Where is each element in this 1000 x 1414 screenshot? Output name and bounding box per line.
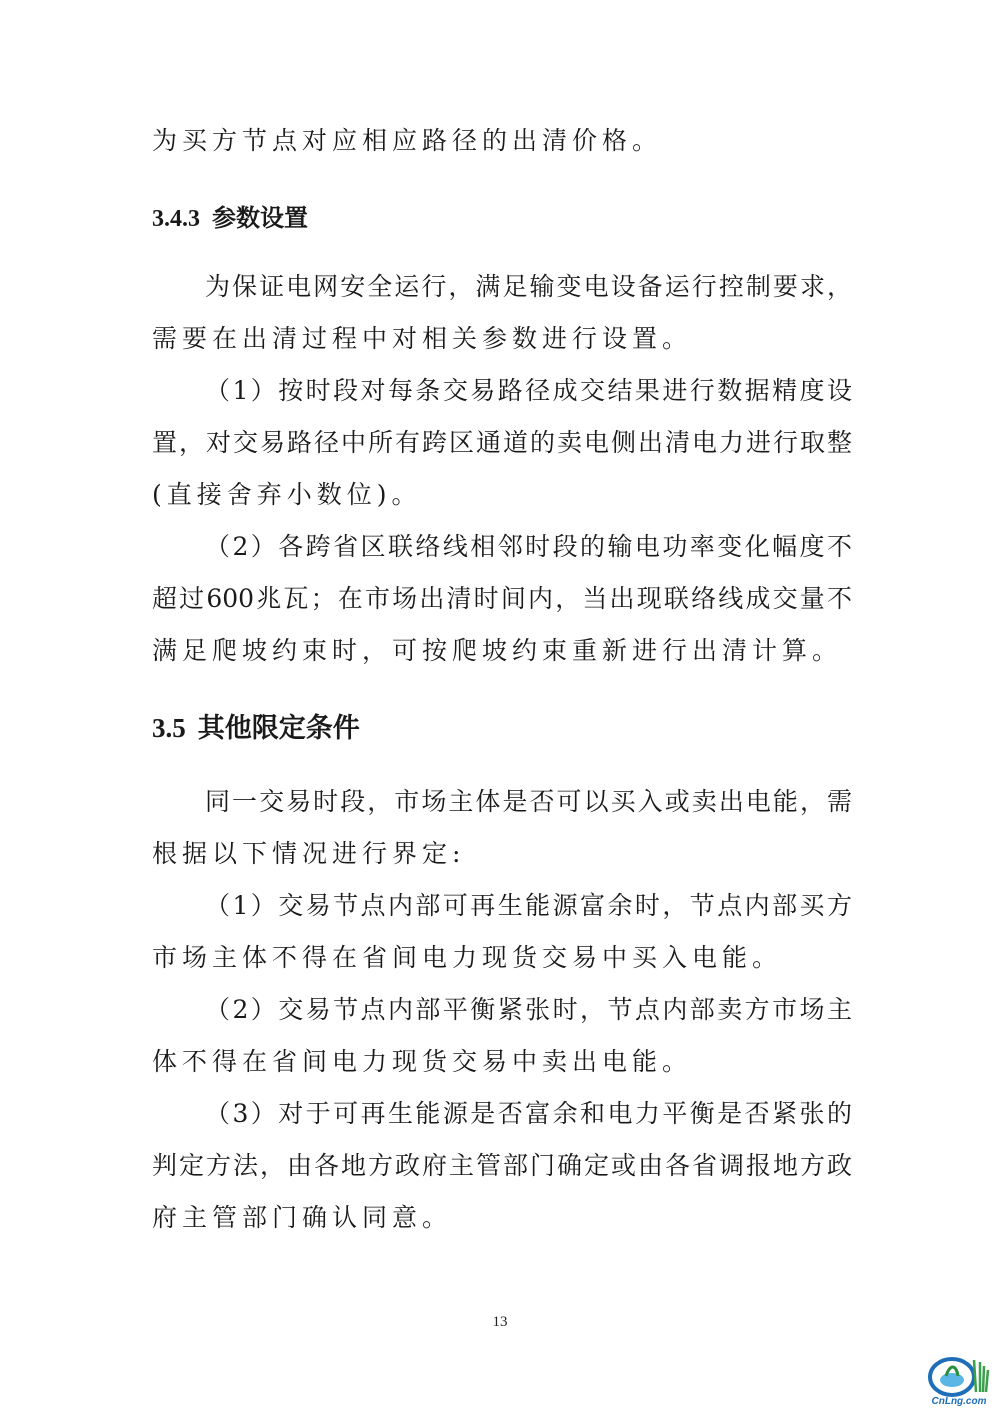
body-line: 根据以下情况进行界定:	[152, 839, 466, 868]
body-line: （2）各跨省区联络线相邻时段的输电功率变化幅度不	[205, 532, 852, 561]
body-line: 满足爬坡约束时，可按爬坡约束重新进行出清计算。	[152, 636, 843, 665]
body-line: （1）交易节点内部可再生能源富余时，节点内部买方	[205, 891, 852, 920]
body-line: 为保证电网安全运行，满足输变电设备运行控制要求，	[205, 272, 852, 301]
heading-number: 3.4.3	[152, 206, 200, 232]
heading-title: 参数设置	[212, 204, 308, 232]
body-line: 体不得在省间电力现货交易中卖出电能。	[152, 1047, 693, 1076]
page-number: 13	[492, 1314, 508, 1330]
section-heading-3-4-3	[152, 198, 308, 233]
heading-number: 3.5	[152, 713, 186, 743]
body-line: （1）按时段对每条交易路径成交结果进行数据精度设	[205, 376, 852, 405]
body-line: 市场主体不得在省间电力现货交易中买入电能。	[152, 943, 783, 972]
body-line: 同一交易时段，市场主体是否可以买入或卖出电能，需	[205, 787, 852, 816]
logo-mark-icon	[922, 1352, 996, 1398]
watermark-logo	[922, 1352, 996, 1410]
body-line: （2）交易节点内部平衡紧张时，节点内部卖方市场主	[205, 995, 852, 1024]
body-line: 超过600兆瓦；在市场出清时间内，当出现联络线成交量不	[152, 584, 852, 613]
body-line: (直接舍弃小数位)。	[152, 480, 422, 509]
body-line: 为买方节点对应相应路径的出清价格。	[152, 126, 663, 155]
body-line: （3）对于可再生能源是否富余和电力平衡是否紧张的	[205, 1099, 852, 1128]
body-line: 府主管部门确认同意。	[152, 1203, 453, 1232]
body-line: 判定方法，由各地方政府主管部门确定或由各省调报地方政	[152, 1151, 852, 1180]
section-heading-3-5	[152, 706, 360, 745]
heading-title: 其他限定条件	[197, 713, 360, 744]
body-line: 置，对交易路径中所有跨区通道的卖电侧出清电力进行取整	[152, 428, 852, 457]
body-line: 需要在出清过程中对相关参数进行设置。	[152, 324, 693, 353]
watermark-text: CnLng.com	[931, 1396, 987, 1407]
